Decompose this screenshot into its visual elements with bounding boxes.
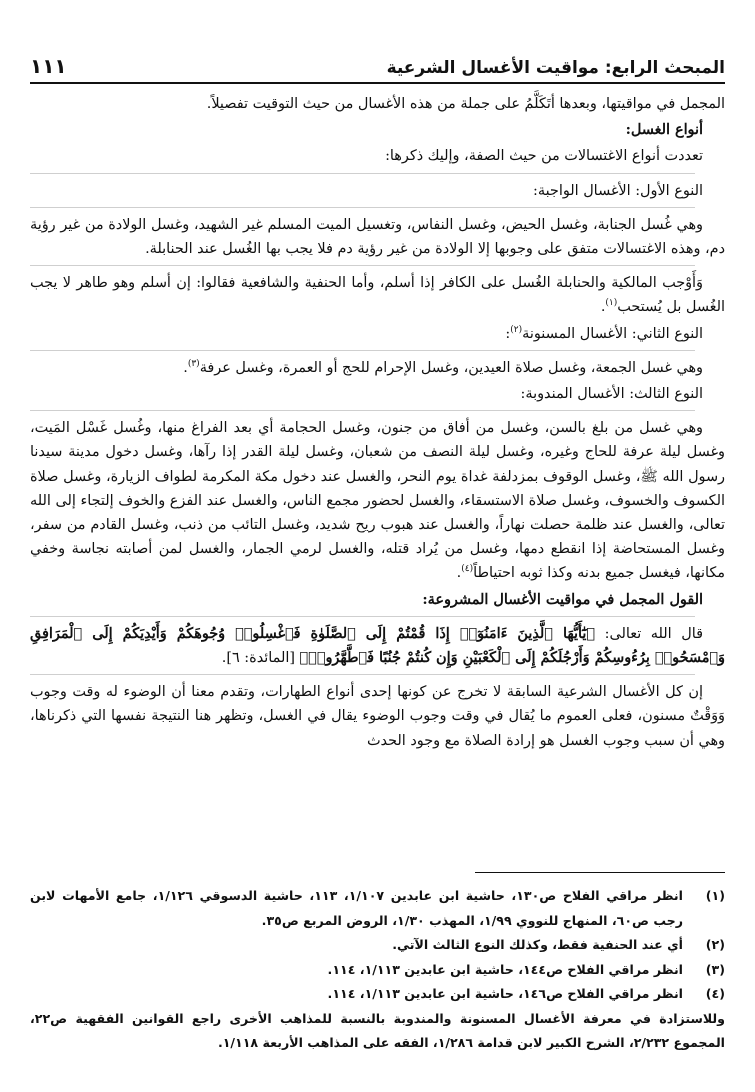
divider [30,207,695,208]
footnote-ref[interactable]: (١) [605,298,618,309]
footnote-text: انظر مراقي الفلاح ص١٤٦، حاشية ابن عابدين ١/١١٣، ١١٤. [327,986,683,1001]
paragraph-intro: المجمل في مواقيتها، وبعدها أتَكَلَّمُ على جملة من هذه الأغسال من حيث التوقيت تفصيلاً. [206,96,725,112]
footnote-number: (٢) [705,937,725,952]
footnote-text: انظر مراقي الفلاح ص١٣٠، حاشية ابن عابدين ١/١٠٧، ١١٣، حاشية الدسوقي ١/١٢٦، جامع الأمهات لابن رجب ص٦٠، المنهاج للنووي ١/٩٩، المهذب ١/٣٠، الروض المربع ص٣٥. [30,888,683,928]
paragraph-convert: وَأَوْجب المالكية والحنابلة الغُسل على الكافر إذا أسلم، وأما الحنفية والشافعية فقالوا: إن أسلم وهو طاهر لا يجب الغُسل بل يُستحب$^{(١)}$. [30,275,725,316]
divider [30,674,695,675]
footnote [30,884,725,933]
footnote-number: (٤) [705,986,725,1001]
footnote [30,958,725,983]
divider [30,173,695,174]
divider [30,616,695,617]
footnote-text: انظر مراقي الفلاح ص١٤٤، حاشية ابن عابدين ١/١١٣، ١١٤. [327,961,683,977]
footnote-number: (٣) [705,961,725,977]
footnote-ref[interactable]: (٣) [187,359,200,370]
divider [30,350,695,351]
paragraph-obligatory: وهي غُسل الجنابة، وغسل الحيض، وغسل النفاس، وتغسيل الميت المسلم غير الشهيد، وغسل الولادة من غير رؤية دم، وهذه الاغتسالات متفق على وجوبها إلا الولادة من غير رؤية دم فلا يجب بها الغُسل عند الحنابلة. [30,216,725,258]
type-one-label: النوع الأول: الأغسال الواجبة: [533,182,703,199]
paragraph-types-intro: تعددت أنواع الاغتسالات من حيث الصفة، وإليك ذكرها: [385,148,703,165]
footnote-number: (١) [705,888,725,903]
page-number: ١١١ [30,54,67,78]
footnotes [30,884,725,1056]
paragraph-ruling: إن كل الأغسال الشرعية السابقة لا تخرج عن كونها إحدى أنواع الطهارات، وتقدم معنا أن الوضوء له وقت وجوب وَوَقْتٌ مسنون، فعلى العموم ما يُقال في وقت وجوب الوضوء يقال في الغسل، وتظهر هنا النتيجة نفسها التي ذكرناها، وهي أن سبب وجوب الغسل هو إرادة الصلاة مع وجود الحدث [30,684,725,749]
footnote-continuation: وللاستزادة في معرفة الأغسال المسنونة والمندوبة بالنسبة للمذاهب الأخرى راجع القوانين الفقهية ص٢٢، المجموع ٢/٢٣٢، الشرح الكبير لابن قدامة ١/٢٨٦، الفقه على المذاهب الأربعة ١/١١٨. [30,1010,725,1050]
paragraph-sunnah: وهي غسل الجمعة، وغسل صلاة العيدين، وغسل الإحرام للحج أو العمرة، وغسل عرفة$^{(٣)}$. [183,359,703,376]
footnote [30,982,725,1007]
heading-summary: القول المجمل في مواقيت الأغسال المشروعة: [422,590,703,608]
quran-verse: ﴿يَٰٓأَيُّهَا ٱلَّذِينَ ءَامَنُوٓا۟ إِذَا قُمْتُمْ إِلَى ٱلصَّلَوٰةِ فَٱغْسِلُوا۟ وُجُوهَكُمْ وَأَيْدِيَكُمْ إِلَى ٱلْمَرَافِقِ وَٱمْسَحُوا۟ بِرُءُوسِكُمْ وَأَرْجُلَكُمْ إِلَى ٱلْكَعْبَيْنِ وَإِن كُنتُمْ جُنُبًا فَٱطَّهَّرُوا۟﴾ [30,624,725,667]
footnote [30,933,725,958]
divider [30,265,695,266]
footnote-separator [475,872,725,873]
running-title: المبحث الرابع: مواقيت الأغسال الشرعية [386,58,725,78]
type-two-label: النوع الثاني: الأغسال المسنونة$^{(٢)}$: [505,324,703,342]
footnote-text: أي عند الحنفية فقط، وكذلك النوع الثالث الآتي. [392,937,683,952]
divider [30,410,695,411]
page-header [30,44,725,84]
paragraph-recommended: وهي غسل من بلغ بالسن، وغسل من أفاق من جنون، وغسل الحجامة أي بعد الفراغ منها، وغُسل غَسْل المَيت، وغسل ليلة عرفة للحاج وغيره، وغسل ليلة النصف من شعبان، وغسل ليلة القدر إذا رآها، وغسل دخول مدينة سيدنا رسول الله ﷺ، وغسل الوقوف بمزدلفة غداة يوم النحر، والغسل عند دخول مكة المكرمة لطواف الزيارة، وغسل صلاة الكسوف والخسوف، وغسل صلاة الاستسقاء، والغسل لحضور مجمع الناس، والغسل عند الفزع والخوف إلتجاء إلى الله تعالى، والغسل عند ظلمة حصلت نهاراً، والغسل عند هبوب ريح شديد، وغسل التائب من ذنب، وغسل القادم من سفر، وغسل المستحاضة إذا انقطع دمها، وغسل من يُراد قتله، والغسل لرمي الجمار، والغسل لمن أصابته نجاسة وخفي مكانها، فيغسل جميع بدنه وكذا ثوبه احتياطاً$^{(٤)}$. [30,420,725,582]
heading-types: أنواع الغسل: [625,121,703,139]
verse-citation: [المائدة: ٦]. [221,650,300,667]
paragraph-quran: قال الله تعالى: ﴿يَٰٓأَيُّهَا ٱلَّذِينَ ءَامَنُوٓا۟ إِذَا قُمْتُمْ إِلَى ٱلصَّلَوٰةِ فَٱغْسِلُوا۟ وُجُوهَكُمْ وَأَيْدِيَكُمْ إِلَى ٱلْمَرَافِقِ وَٱمْسَحُوا۟ بِرُءُوسِكُمْ وَأَرْجُلَكُمْ إِلَى ٱلْكَعْبَيْنِ وَإِن كُنتُمْ جُنُبًا فَٱطَّهَّرُوا۟﴾ [المائدة: ٦]. [30,624,725,667]
footnote-ref[interactable]: (٤) [461,564,474,575]
page-body [30,92,725,755]
footnote-ref[interactable]: (٢) [510,324,523,335]
type-three-label: النوع الثالث: الأغسال المندوبة: [520,386,703,403]
